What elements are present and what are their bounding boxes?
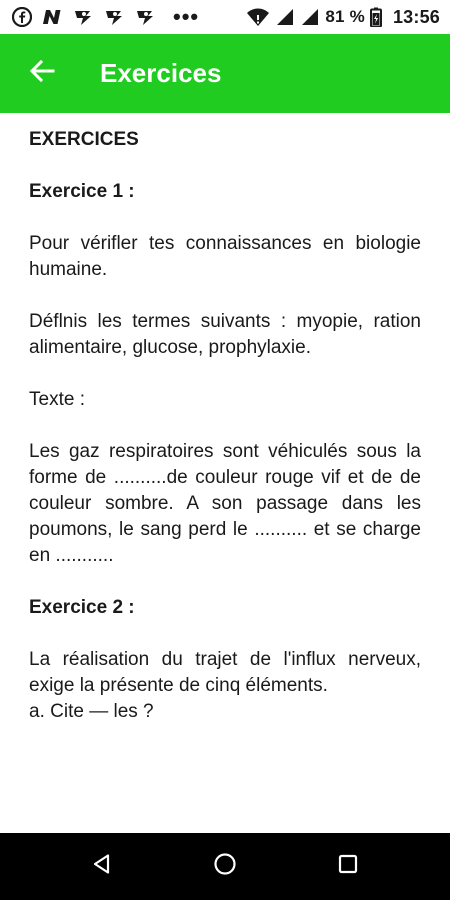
signal-icon xyxy=(275,7,295,27)
home-circle-icon xyxy=(213,852,237,881)
nav-recents-button[interactable] xyxy=(326,845,370,889)
exercise-2-heading: Exercice 2 : xyxy=(29,597,135,618)
exercise-1-intro: Pour vérifler tes connaissances en biologie humaine. xyxy=(29,233,421,280)
clock: 13:56 xyxy=(392,6,440,27)
back-triangle-icon xyxy=(91,853,113,880)
n-app-icon xyxy=(41,7,63,27)
nav-back-button[interactable] xyxy=(80,845,124,889)
arrow-left-icon xyxy=(29,59,55,88)
swirl-app-icon xyxy=(103,7,125,27)
exercise-1-heading: Exercice 1 : xyxy=(29,181,135,202)
swirl-app-icon xyxy=(134,7,156,27)
signal-icon-2 xyxy=(300,7,320,27)
wifi-icon xyxy=(246,7,270,27)
battery-icon xyxy=(370,7,382,27)
system-nav-bar xyxy=(0,833,450,900)
swirl-app-icon xyxy=(72,7,94,27)
notification-icons xyxy=(12,4,200,29)
app-bar xyxy=(0,34,450,113)
recents-square-icon xyxy=(337,853,359,880)
system-icons xyxy=(246,7,440,28)
exercise-1-definitions: Déflnis les termes suivants : myopie, ration alimentaire, glucose, prophylaxie. xyxy=(29,311,421,358)
text-body: Les gaz respiratoires sont véhiculés sous la forme de ..........de couleur rouge vif et de de couleur sombre. A son passage dans les poumons, le sang perd le .......... et se charge en ........... xyxy=(29,441,421,566)
battery-percent: 81 % xyxy=(325,7,365,26)
exercise-2-question: a. Cite — les ? xyxy=(29,701,154,722)
nav-home-button[interactable] xyxy=(203,845,247,889)
back-button[interactable] xyxy=(22,54,62,94)
content-area[interactable] xyxy=(0,113,450,833)
document-title: EXERCICES xyxy=(29,129,139,150)
exercise-2-body: La réalisation du trajet de l'influx nerveux, exige la présente de cinq éléments. xyxy=(29,649,421,696)
page-title: Exercices xyxy=(100,58,222,88)
more-notifications-dots: ••• xyxy=(173,4,200,29)
status-bar xyxy=(0,0,450,34)
text-label: Texte : xyxy=(29,389,85,410)
facebook-icon xyxy=(12,7,32,27)
